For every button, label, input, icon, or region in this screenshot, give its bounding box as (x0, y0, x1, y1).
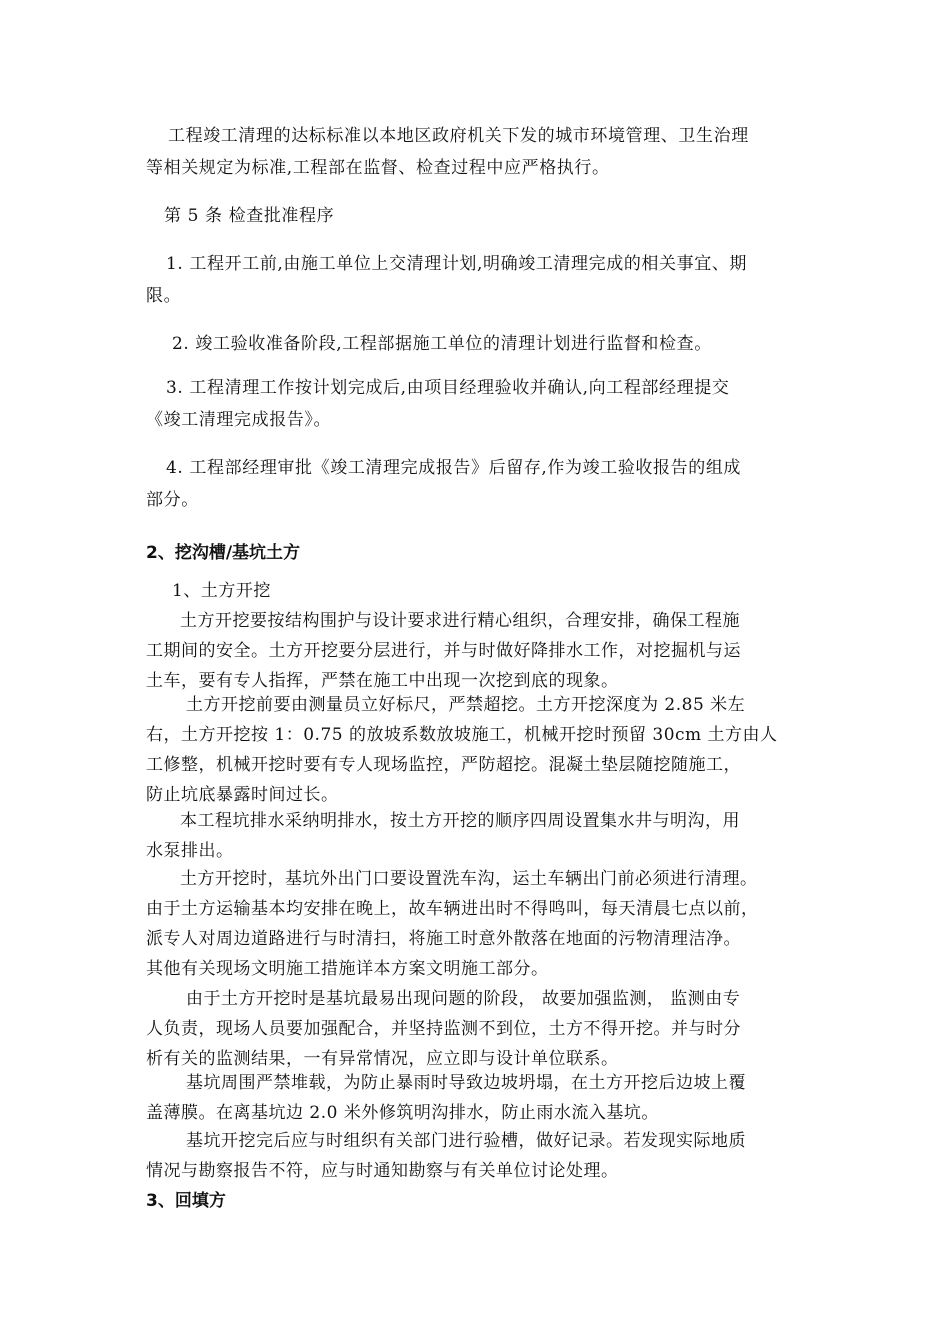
paragraph-line: 析有关的监测结果，一有异常情况，应立即与设计单位联系。 (146, 1049, 619, 1069)
section-3-heading: 3、回填方 (146, 1191, 226, 1211)
paragraph-line: 派专人对周边道路进行与时清扫，将施工时意外散落在地面的污物清理洁净。 (146, 929, 741, 949)
paragraph-line: 由于土方运输基本均安排在晚上，故车辆进出时不得鸣叫，每天清晨七点以前， (146, 899, 759, 919)
subsection-1-title: 1、土方开挖 (172, 581, 271, 601)
step-4-line-2: 部分。 (146, 490, 199, 510)
paragraph-line: 土方开挖时，基坑外出门口要设置洗车沟，运土车辆出门前必须进行清理。 (180, 869, 758, 889)
paragraph-line: 工修整，机械开挖时要有专人现场监控，严防超挖。混凝土垫层随挖随施工， (146, 755, 741, 775)
paragraph-line: 基坑周围严禁堆载，为防止暴雨时导致边坡坍塌，在土方开挖后边坡上覆 (186, 1073, 746, 1093)
step-1-line-1: 1. 工程开工前,由施工单位上交清理计划,明确竣工清理完成的相关事宜、期 (166, 254, 748, 274)
excavation-paragraph-1 (146, 606, 818, 696)
step-3-line-2: 《竣工清理完成报告》。 (146, 410, 332, 430)
paragraph-line: 情况与勘察报告不符，应与时通知勘察与有关单位讨论处理。 (146, 1161, 619, 1181)
intro-line-2: 等相关规定为标准,工程部在监督、检查过程中应严格执行。 (146, 158, 610, 178)
monitoring-paragraph (146, 984, 818, 1074)
article-5-title-block (146, 200, 818, 232)
paragraph-line: 工期间的安全。土方开挖要分层进行，并与时做好降排水工作，对挖掘机与运 (146, 641, 741, 661)
article-5-title: 第 5 条 检查批准程序 (164, 206, 335, 226)
excavation-paragraph-2 (146, 690, 818, 810)
step-2-line-1: 2. 竣工验收准备阶段,工程部据施工单位的清理计划进行监督和检查。 (172, 334, 712, 354)
paragraph-line: 土车，要有专人指挥，严禁在施工中出现一次挖到底的现象。 (146, 671, 619, 691)
intro-paragraph (146, 120, 818, 184)
paragraph-line: 土方开挖前要由测量员立好标尺，严禁超挖。土方开挖深度为 2.85 米左 (186, 695, 746, 715)
paragraph-line: 水泵排出。 (146, 841, 234, 861)
paragraph-line: 本工程坑排水采纳明排水，按土方开挖的顺序四周设置集水井与明沟，用 (180, 811, 740, 831)
paragraph-line: 土方开挖要按结构围护与设计要求进行精心组织，合理安排，确保工程施 (180, 611, 740, 631)
paragraph-line: 右，土方开挖按 1：0.75 的放坡系数放坡施工，机械开挖时预留 30cm 土方由人 (146, 725, 778, 745)
trench-inspection-paragraph (146, 1126, 818, 1186)
step-4-line-1: 4. 工程部经理审批《竣工清理完成报告》后留存,作为竣工验收报告的组成 (166, 458, 742, 478)
paragraph-line: 盖薄膜。在离基坑边 2.0 米外修筑明沟排水，防止雨水流入基坑。 (146, 1103, 659, 1123)
paragraph-line: 防止坑底暴露时间过长。 (146, 785, 339, 805)
step-1 (146, 248, 818, 312)
drainage-paragraph (146, 806, 818, 866)
step-4 (146, 452, 818, 516)
step-3-line-1: 3. 工程清理工作按计划完成后,由项目经理验收并确认,向工程部经理提交 (166, 378, 730, 398)
section-2-heading: 2、挖沟槽/基坑土方 (146, 543, 301, 563)
site-cleaning-paragraph (146, 864, 818, 984)
paragraph-line: 基坑开挖完后应与时组织有关部门进行验槽，做好记录。若发现实际地质 (186, 1131, 746, 1151)
step-2 (146, 328, 818, 360)
paragraph-line: 人负责，现场人员要加强配合，并坚持监测不到位，土方不得开挖。并与时分 (146, 1019, 741, 1039)
step-3 (146, 372, 818, 436)
slope-protection-paragraph (146, 1068, 818, 1128)
subsection-1-title-block (146, 576, 818, 606)
step-1-line-2: 限。 (146, 286, 182, 306)
paragraph-line: 由于土方开挖时是基坑最易出现问题的阶段， 故要加强监测， 监测由专 (186, 989, 741, 1009)
paragraph-line: 其他有关现场文明施工措施详本方案文明施工部分。 (146, 959, 549, 979)
intro-line-1: 工程竣工清理的达标标准以本地区政府机关下发的城市环境管理、卫生治理 (168, 126, 749, 146)
